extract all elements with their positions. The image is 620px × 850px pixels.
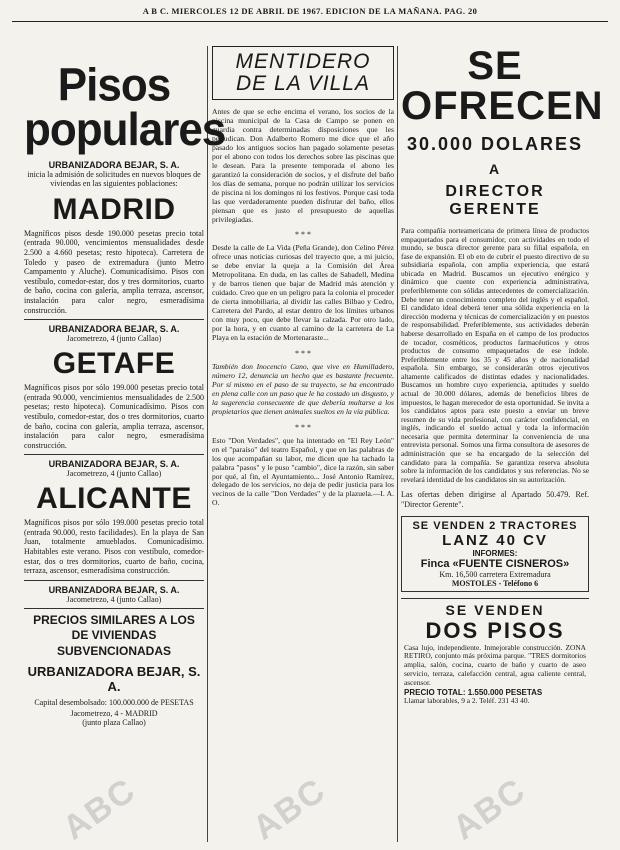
mentidero-title-box — [212, 46, 394, 100]
divider — [24, 454, 204, 455]
alicante-urb: URBANIZADORA BEJAR, S. A. — [48, 584, 180, 595]
left-column — [24, 59, 226, 842]
column-separator-2 — [397, 46, 398, 842]
alicante-addr: Jacometrezo, 4 (junto Callao) — [66, 594, 162, 604]
separator-stars: * * * — [295, 422, 311, 432]
mentidero-title-2: DE LA VILLA — [236, 72, 370, 96]
getafe-heading: GETAFE — [52, 347, 176, 381]
madrid-addr: Jacometrezo, 4 (junto Callao) — [66, 334, 162, 344]
pisos-text: Casa lujo, independiente. Inmejorable construcción. ZONA RETIRO, conjunto más próxima parque. "TRES dormitorios amplia, salón, cocina, cuarto de baño y cuarto de aseo servicio, terraza, calefacción central, agua caliente central, ascensor. — [404, 642, 586, 688]
final-addr-1: Jacometrezo, 4 - MADRID — [70, 709, 158, 719]
abc-watermark: ABC — [246, 770, 334, 848]
informes-label: INFORMES: — [472, 548, 518, 558]
a-letter: A — [488, 161, 502, 177]
article-paragraph-2: Desde la calle de La Vida (Peña Grande), don Celino Pérez ofrece unas noticias curiosas del trayecto que, a mi juicio, se debe enviar la queja a la Comisión del Área Metropolitana. En duda, en las calles de Sabadell, Medina y de barros tienen que bajar de Madrid más atención y cuidado. Creo que en un peligro para la colonia el proceder de cierta inmobiliaria, al dividir las calles Bilbao y Cedro, Carretera del Pardo, al estar dentro de los límites urbanos con muy poco, que debe llevar la calzada. Por otro lado, por la hora, y en cuanto al camino de la carretera de La Playa en la estación de Mortenaraste... — [212, 243, 394, 343]
llamar-text: Llamar laborables, 9 a 2. Teléf. 231 43 40. — [404, 695, 530, 705]
tractores-line-2: LANZ 40 CV — [442, 531, 548, 549]
page-header: A B C. MIERCOLES 12 DE ABRIL DE 1967. EDICION DE LA MAÑANA. PAG. 20 — [142, 6, 478, 16]
dollars-amount: 30.000 DOLARES — [406, 134, 584, 154]
tractores-ad — [401, 516, 589, 592]
divider — [24, 319, 204, 320]
precio-total: PRECIO TOTAL: 1.550.000 PESETAS — [404, 687, 543, 697]
urbanizadora-name: URBANIZADORA BEJAR, S. A. — [48, 159, 180, 170]
dos-pisos: DOS PISOS — [425, 617, 565, 643]
ad-text: Para compañía norteamericana de primera línea de productos empaquetados para el consumidor, con actividades en todo el mundo, se busca director gerente para su filial española, en fase de expansión. El ob eto de cubrir el puesto directivo de su subsidiaria española, con amplia experiencia, que estará ubicada en Madrid. Buscamos un ejecutivo enérgico y dinámico que cuente con experiencia administrativa, preferiblemente con sólidas antecedentes de comercialización. Debe tener un conocimiento completo del inglés y el español. El candidato ideal deberá tener una sólida experiencia en la dirección moderna y técnicas de comercialización y en puestos de responsabilidad. Preferiblemente, sus actividades deberán haberse desarrollado en España en el campo de los productos de tocador, cosméticos, productos farmacéuticos y otros productos de consumo empaquetados de ese índole. Preferiblemente entre los 35 y 45 años y de nacionalidad española. Sin embargo, se considerarán otros ejecutivos altamente calificados de distintas edades y nacionalidades. Buscamos un hombre cuyo experiencia, aptitudes y sueldo actual de 30.000 dólares, además de beneficios libres de impuestos, le hagan merecedor de esta oportunidad. Se invita a los candidatos aptos para este puesto a enviar un breve resumen de su vida profesional, con carácter confidencial, en inglés, indicando el sueldo actual y toda la información necesaria que permita determinar la conveniencia de una entrevista personal. Somos una firma consultora de asesores de administración que se ha encargado de la selección del candidato para la compañía. Se garantiza reserva absoluta sobre la información de los candidatos y sus referencias. No se revelará identidad de los candidatos sin su autorización. — [401, 226, 589, 484]
separator-stars: * * * — [295, 348, 311, 358]
se-venden: SE VENDEN — [445, 601, 545, 618]
pisos-ad — [401, 598, 589, 709]
intro-text: inicia la admisión de solicitudes en nuevos bloques de viviendas en las siguientes poblaciones: — [27, 169, 201, 189]
tractores-line-1: SE VENDEN 2 TRACTORES — [412, 519, 578, 532]
capital-text: Capital desembolsado: 100.000.000 de PESETAS — [34, 697, 194, 707]
divider — [24, 580, 204, 581]
precios-similares: PRECIOS SIMILARES A LOS DE VIVIENDAS SUBVENCIONADAS — [33, 612, 195, 659]
right-column — [401, 44, 604, 846]
article-paragraph-1: Antes de que se eche encima el verano, los socios de la piscina municipal de la Casa de Campo se ponen en guardia contra determinadas disposiciones que les perjudican. Don Adalberto Romero me dice que el año pasado los antiguos socios han pagado solamente pesetas por el abono con todos los derechos sobre las piscinas que le desean. Para la presente temporada el abono les garantizó la consideración de socios, y el disfrute del baño los días de semana, porque no podrán utilizar los servicios de piscina ni los domingos ni los festivos. Porque casi toda las que verdaderamente pueden disfrutar del baño, ellos piensan que es justo el presupuesto de aquellas privilegiadas. — [212, 107, 394, 224]
madrid-text: Magníficos pisos desde 190.000 pesetas precio total (entrada 90.000, vencimientos mensualidades desde 2.500 a 4.660 pesetas; resto hipoteca). Carretera de Toledo y paseo de extremadura (junto Metro Campamento y Aluche). Comunicadísimo. Pisos con vestíbulo, comedor-estar, dos y tres dormitorios, cuarto de baño, cocina con galería, amplia terraza, ascensor, instalación para calor negro, esmeradísima construcción. — [24, 228, 204, 315]
middle-column — [212, 46, 394, 846]
article-paragraph-3: También don Inocencio Cano, que vive en Humilladero, número 12, denuncia un hecho que es bastante frecuente. Por sí mismo en el paso de su trayecto, se ha encontrado en plena calle con un paso que le ha costado un disgusto, y la sugerencia consecuente de que debería multarse a los propietarios que tienen animales sueltos en la vía pública. — [212, 361, 394, 416]
mostoles-phone: MOSTOLES - Teléfono 6 — [451, 578, 539, 588]
pisos-populares-title: Pisos populares — [24, 59, 226, 156]
divider — [24, 608, 204, 609]
abc-watermark: ABC — [56, 770, 144, 848]
getafe-addr: Jacometrezo, 4 (junto Callao) — [66, 469, 162, 479]
article-paragraph-4: Esto "Don Verdades", que ha intentado en "El Rey León" en el "paraíso" del teatro Español, y que en las palabras de los que acompañan su labor, me dicen que ha tachado la palabra "pasos" y le puso "cambio", dice la razón, sin saber por qué, al fin, el Ayuntamiento... José Antonio Ramírez, delegado de los servicios, no deja de pedir justicia para los vecinos de la calle "Don Verdades" y de la plazuela.—I. A. O. — [212, 435, 394, 508]
header-rule — [12, 21, 608, 22]
offers-text: Las ofertas deben dirigirse al Apartado 50.479. Ref. "Director Gerente". — [401, 490, 589, 509]
getafe-urb: URBANIZADORA BEJAR, S. A. — [48, 459, 180, 470]
madrid-heading: MADRID — [52, 192, 176, 226]
mentidero-title-1: MENTIDERO — [235, 50, 371, 73]
madrid-urb: URBANIZADORA BEJAR, S. A. — [48, 324, 180, 335]
finca-location: Km. 16,500 carretera Extremadura — [439, 569, 551, 579]
finca-name: Finca «FUENTE CISNEROS» — [420, 557, 570, 570]
se-ofrecen-title: SE OFRECEN — [401, 44, 604, 128]
getafe-text: Magníficos pisos por sólo 199.000 pesetas precio total (entrada 90.000, vencimientos mensualidades de 2.500 pesetas; resto hipoteca). Comunicadísimo. Pisos con vestíbulo, comedor-estar, dos o tres dormitorios, cuarto de baño, cocina con galería, amplia terraza, ascensor, instalación para calor negro, esmeradísima construcción. — [24, 383, 204, 450]
separator-stars: * * * — [295, 230, 311, 240]
abc-watermark: ABC — [446, 770, 534, 848]
director-gerente: DIRECTOR GERENTE — [445, 183, 545, 218]
final-addr-2: (junto plaza Callao) — [82, 718, 146, 728]
column-separator-1 — [207, 46, 208, 842]
alicante-text: Magníficos pisos por sólo 199.000 pesetas precio total (entrada 90.000, resto facilidades). En la playa de San Juan, totalmente amueblados. Comunicadísimo. Habitables este verano. Pisos con vestíbulo, comedor-estar, dos o tres dormitorios, cuarto de baño, cocina, terraza, ascensor, esmeradísima construcción. — [24, 518, 204, 576]
urbanizadora-big: URBANIZADORA BEJAR, S. A. — [27, 663, 201, 694]
alicante-heading: ALICANTE — [36, 482, 192, 516]
